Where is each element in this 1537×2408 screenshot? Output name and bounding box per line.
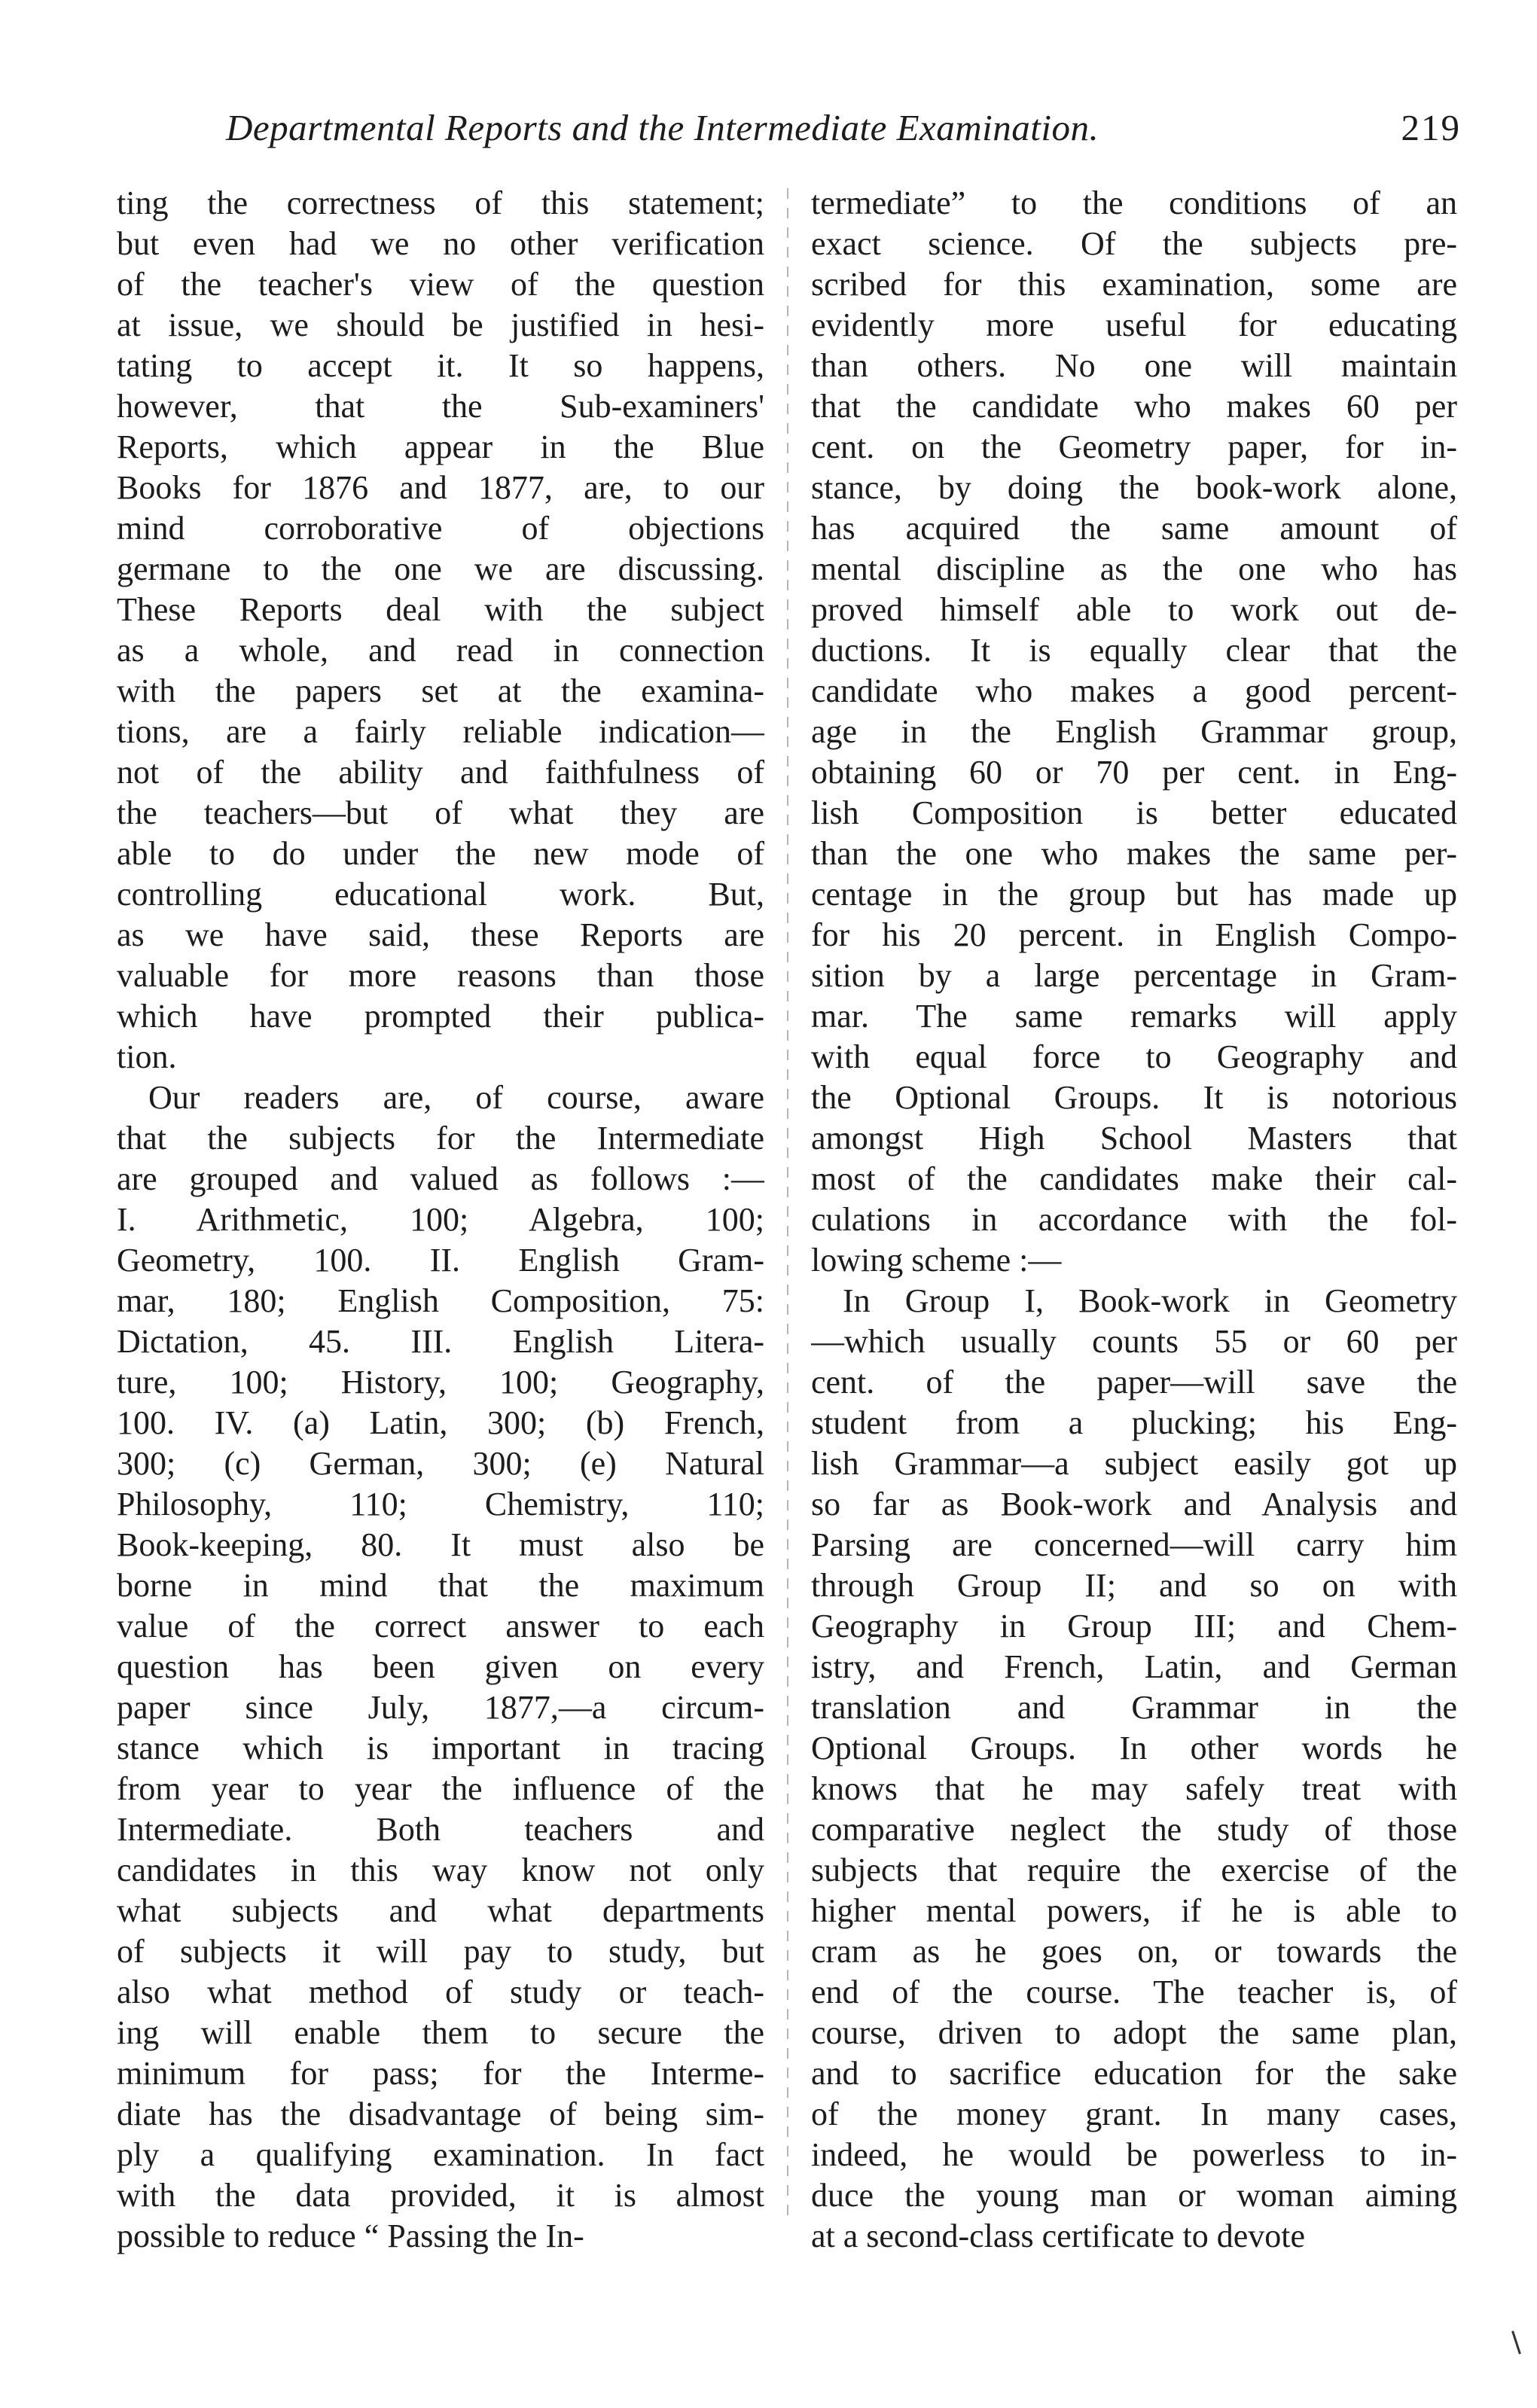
text-line: subjects that require the exercise of the xyxy=(811,1852,1457,1888)
text-line: diate has the disadvantage of being sim- xyxy=(117,2096,764,2132)
text-line: that the subjects for the Intermediate xyxy=(117,1120,764,1157)
text-line: age in the English Grammar group, xyxy=(811,713,1457,750)
text-line: as we have said, these Reports are xyxy=(117,916,764,953)
text-line: termediate” to the conditions of an xyxy=(811,184,1457,221)
text-line: paper since July, 1877,—a circum- xyxy=(117,1689,764,1726)
text-line: end of the course. The teacher is, of xyxy=(811,1974,1457,2010)
text-line: duce the young man or woman aiming xyxy=(811,2177,1457,2214)
running-header xyxy=(226,105,1461,166)
text-line: culations in accordance with the fol- xyxy=(811,1201,1457,1238)
text-line: possible to reduce “ Passing the In- xyxy=(117,2217,584,2254)
text-line: course, driven to adopt the same plan, xyxy=(811,2014,1457,2051)
text-line: valuable for more reasons than those xyxy=(117,957,764,994)
text-line: stance, by doing the book-work alone, xyxy=(811,469,1457,506)
margin-mark xyxy=(1511,2330,1521,2354)
text-line: Dictation, 45. III. English Litera- xyxy=(117,1323,764,1360)
text-line: istry, and French, Latin, and German xyxy=(811,1648,1457,1685)
text-line: so far as Book-work and Analysis and xyxy=(811,1486,1457,1523)
text-line: and to sacrifice education for the sake xyxy=(811,2055,1457,2092)
text-line: Optional Groups. In other words he xyxy=(811,1730,1457,1766)
text-line: borne in mind that the maximum xyxy=(117,1567,764,1604)
text-line: ply a qualifying examination. In fact xyxy=(117,2136,764,2173)
text-line: at issue, we should be justified in hesi- xyxy=(117,306,764,343)
text-line: Book-keeping, 80. It must also be xyxy=(117,1526,764,1563)
text-line: proved himself able to work out de- xyxy=(811,591,1457,628)
text-line: exact science. Of the subjects pre- xyxy=(811,225,1457,262)
text-line: Our readers are, of course, aware xyxy=(148,1079,764,1116)
text-line: with the data provided, it is almost xyxy=(117,2177,764,2214)
text-line: which have prompted their publica- xyxy=(117,998,764,1035)
text-line: however, that the Sub-examiners' xyxy=(117,388,764,425)
text-line: the Optional Groups. It is notorious xyxy=(811,1079,1457,1116)
text-line: than others. No one will maintain xyxy=(811,347,1457,384)
text-line: comparative neglect the study of those xyxy=(811,1811,1457,1848)
text-line: most of the candidates make their cal- xyxy=(811,1160,1457,1197)
text-line: also what method of study or teach- xyxy=(117,1974,764,2010)
text-line: what subjects and what departments xyxy=(117,1892,764,1929)
text-line: sition by a large percentage in Gram- xyxy=(811,957,1457,994)
text-line: Intermediate. Both teachers and xyxy=(117,1811,764,1848)
text-line: Books for 1876 and 1877, are, to our xyxy=(117,469,764,506)
running-title: Departmental Reports and the Intermediate Examination. xyxy=(226,107,1099,148)
text-line: for his 20 percent. in English Compo- xyxy=(811,916,1457,953)
text-line: value of the correct answer to each xyxy=(117,1608,764,1644)
right-text-column xyxy=(811,183,1457,2257)
column-divider xyxy=(787,188,788,2221)
text-line: are grouped and valued as follows :— xyxy=(117,1160,764,1197)
text-line: the teachers—but of what they are xyxy=(117,794,764,831)
text-line: lowing scheme :— xyxy=(811,1242,1062,1279)
text-line: as a whole, and read in connection xyxy=(117,632,764,669)
text-line: 100. IV. (a) Latin, 300; (b) French, xyxy=(117,1404,764,1441)
text-line: In Group I, Book-work in Geometry xyxy=(843,1282,1457,1319)
text-line: lish Grammar—a subject easily got up xyxy=(811,1445,1457,1482)
text-line: mental discipline as the one who has xyxy=(811,550,1457,587)
text-line: Philosophy, 110; Chemistry, 110; xyxy=(117,1486,764,1523)
text-line: candidate who makes a good percent- xyxy=(811,672,1457,709)
text-line: indeed, he would be powerless to in- xyxy=(811,2136,1457,2173)
text-line: These Reports deal with the subject xyxy=(117,591,764,628)
text-line: at a second-class certificate to devote xyxy=(811,2217,1306,2254)
text-line: able to do under the new mode of xyxy=(117,835,764,872)
text-line: Geography in Group III; and Chem- xyxy=(811,1608,1457,1644)
text-line: mind corroborative of objections xyxy=(117,510,764,547)
text-line: cent. of the paper—will save the xyxy=(811,1364,1457,1401)
text-line: with equal force to Geography and xyxy=(811,1038,1457,1075)
text-line: mar. The same remarks will apply xyxy=(811,998,1457,1035)
text-line: Geometry, 100. II. English Gram- xyxy=(117,1242,764,1279)
text-line: scribed for this examination, some are xyxy=(811,266,1457,303)
text-line: through Group II; and so on with xyxy=(811,1567,1457,1604)
text-line: of the money grant. In many cases, xyxy=(811,2096,1457,2132)
text-line: tions, are a fairly reliable indication— xyxy=(117,713,764,750)
text-line: mar, 180; English Composition, 75: xyxy=(117,1282,764,1319)
text-line: cent. on the Geometry paper, for in- xyxy=(811,428,1457,465)
text-line: but even had we no other verification xyxy=(117,225,764,262)
text-line: tating to accept it. It so happens, xyxy=(117,347,764,384)
text-line: of subjects it will pay to study, but xyxy=(117,1933,764,1970)
text-line: ductions. It is equally clear that the xyxy=(811,632,1457,669)
text-line: ture, 100; History, 100; Geography, xyxy=(117,1364,764,1401)
text-line: cram as he goes on, or towards the xyxy=(811,1933,1457,1970)
text-line: tion. xyxy=(117,1038,177,1075)
text-line: student from a plucking; his Eng- xyxy=(811,1404,1457,1441)
text-line: question has been given on every xyxy=(117,1648,764,1685)
left-text-column xyxy=(117,183,764,2257)
text-line: controlling educational work. But, xyxy=(117,876,764,913)
text-line: has acquired the same amount of xyxy=(811,510,1457,547)
text-line: I. Arithmetic, 100; Algebra, 100; xyxy=(117,1201,764,1238)
text-line: 300; (c) German, 300; (e) Natural xyxy=(117,1445,764,1482)
text-line: amongst High School Masters that xyxy=(811,1120,1457,1157)
text-line: lish Composition is better educated xyxy=(811,794,1457,831)
text-line: ting the correctness of this statement; xyxy=(117,184,764,221)
text-line: higher mental powers, if he is able to xyxy=(811,1892,1457,1929)
text-line: translation and Grammar in the xyxy=(811,1689,1457,1726)
page-number: 219 xyxy=(1401,107,1461,148)
text-line: with the papers set at the examina- xyxy=(117,672,764,709)
text-line: candidates in this way know not only xyxy=(117,1852,764,1888)
text-line: knows that he may safely treat with xyxy=(811,1770,1457,1807)
text-line: not of the ability and faithfulness of xyxy=(117,754,764,791)
text-line: ing will enable them to secure the xyxy=(117,2014,764,2051)
text-line: Reports, which appear in the Blue xyxy=(117,428,764,465)
text-line: obtaining 60 or 70 per cent. in Eng- xyxy=(811,754,1457,791)
text-line: than the one who makes the same per- xyxy=(811,835,1457,872)
text-line: Parsing are concerned—will carry him xyxy=(811,1526,1457,1563)
text-line: evidently more useful for educating xyxy=(811,306,1457,343)
text-line: —which usually counts 55 or 60 per xyxy=(811,1323,1457,1360)
text-line: minimum for pass; for the Interme- xyxy=(117,2055,764,2092)
text-line: stance which is important in tracing xyxy=(117,1730,764,1766)
text-line: germane to the one we are discussing. xyxy=(117,550,764,587)
text-line: of the teacher's view of the question xyxy=(117,266,764,303)
text-line: from year to year the influence of the xyxy=(117,1770,764,1807)
text-line: that the candidate who makes 60 per xyxy=(811,388,1457,425)
text-line: centage in the group but has made up xyxy=(811,876,1457,913)
